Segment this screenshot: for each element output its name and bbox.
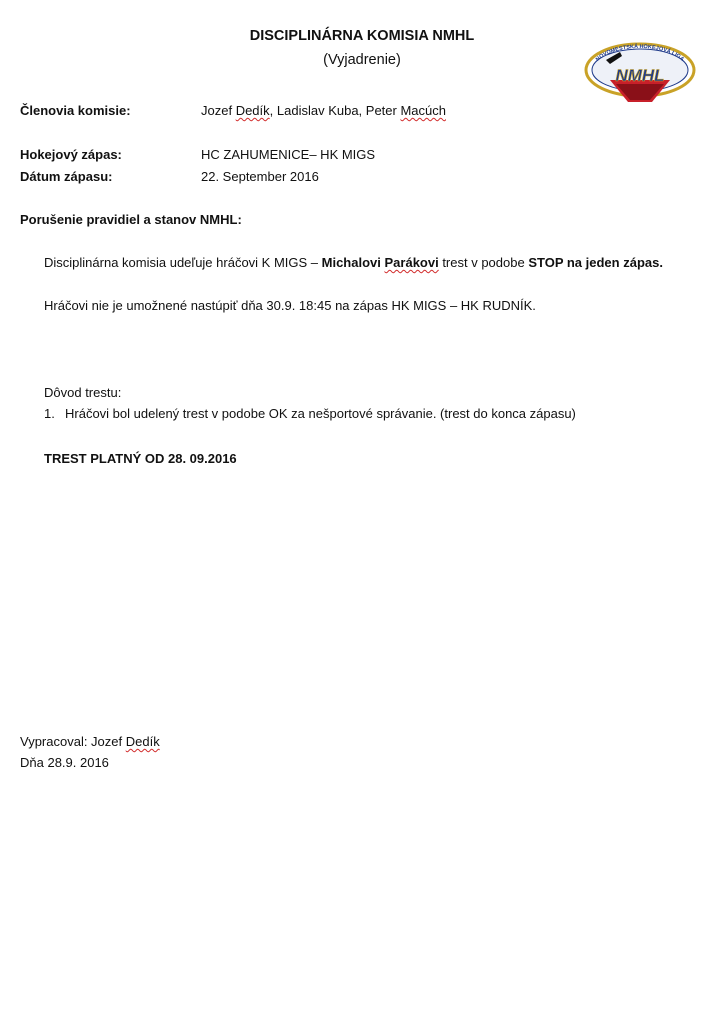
reason-item: Hráčovi bol udelený trest v podobe OK za nešportové správanie. (trest do konca zápasu) [65,406,576,421]
logo-ring-text: NOVOMESTSKÁ HOKEJOVÁ LIGA [594,43,686,63]
reason-number: 1. [44,406,55,421]
members-value: Jozef Dedík, Ladislav Kuba, Peter Macúch [201,103,446,118]
reason-heading: Dôvod trestu: [44,385,122,400]
date-label: Dátum zápasu: [20,169,113,184]
members-label: Členovia komisie: [20,103,131,118]
logo-text: NMHL [615,66,665,85]
violation-heading: Porušenie pravidiel a stanov NMHL: [20,212,242,227]
date-value: 22. September 2016 [201,169,319,184]
document-subtitle: (Vyjadrenie) [323,52,401,68]
prepared-by: Vypracoval: Jozef Dedík [20,734,160,749]
document-title: DISCIPLINÁRNA KOMISIA NMHL [249,28,475,44]
footer-date: Dňa 28.9. 2016 [20,755,109,770]
match-value: HC ZAHUMENICE– HK MIGS [201,147,376,162]
suspension-paragraph: Hráčovi nie je umožnené nastúpiť dňa 30.9. 18:45 na zápas HK MIGS – HK RUDNÍK. [44,298,536,313]
nmhl-logo [580,40,700,106]
penalty-paragraph: Disciplinárna komisia udeľuje hráčovi K MIGS – Michalovi Parákovi trest v podobe STOP na jeden zápas. [44,255,663,270]
validity-statement: TREST PLATNÝ OD 28. 09.2016 [44,451,237,466]
match-label: Hokejový zápas: [20,147,122,162]
